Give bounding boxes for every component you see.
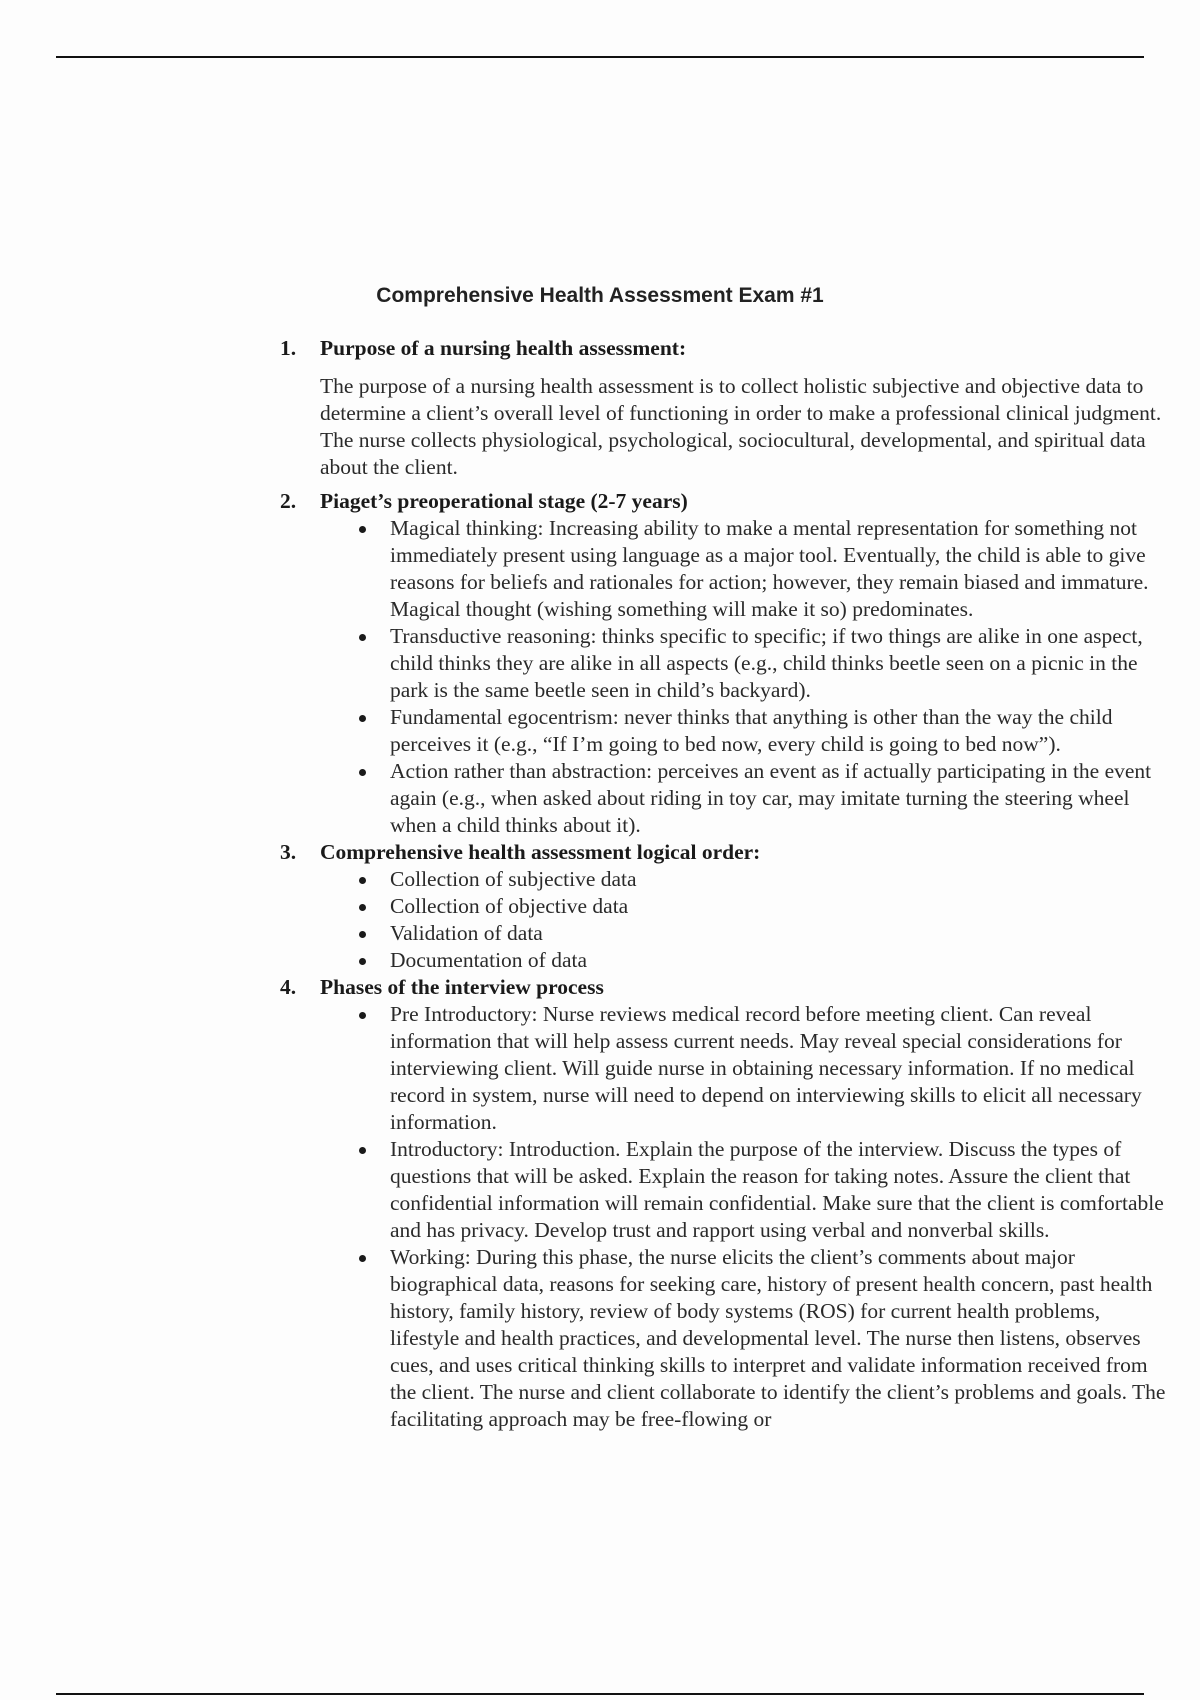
section-number: 4. bbox=[280, 975, 297, 999]
list-item bbox=[390, 704, 1172, 758]
list-item-text: Validation of data bbox=[390, 921, 543, 945]
document-body bbox=[280, 335, 1172, 1433]
list-item bbox=[390, 947, 1172, 974]
bullet-icon bbox=[359, 769, 366, 776]
section-heading-text: Comprehensive health assessment logical order: bbox=[320, 840, 761, 864]
list-item bbox=[390, 893, 1172, 920]
page-title: Comprehensive Health Assessment Exam #1 bbox=[376, 284, 824, 307]
list-item-text: Introductory: Introduction. Explain the purpose of the interview. Discuss the types of questions that will be asked. Explain the reason for taking notes. Assure the client that confidential information will remain confidential. Make sure that the client is comfortable and has privacy. Develop trust and rapport using verbal and nonverbal skills. bbox=[390, 1137, 1164, 1242]
section-heading-text: Purpose of a nursing health assessment: bbox=[320, 336, 687, 360]
bullet-list bbox=[280, 515, 1172, 839]
bullet-icon bbox=[359, 1147, 366, 1154]
list-item-text: Working: During this phase, the nurse elicits the client’s comments about major biographical data, reasons for seeking care, history of present health concern, past health history, family history, review of body systems (ROS) for current health problems, lifestyle and health practices, and developmental level. The nurse then listens, observes cues, and uses critical thinking skills to interpret and validate information received from the client. The nurse and client collaborate to identify the client’s problems and goals. The facilitating approach may be free-flowing or bbox=[390, 1245, 1166, 1431]
list-item bbox=[390, 515, 1172, 623]
section-number: 3. bbox=[280, 840, 297, 864]
list-item bbox=[390, 866, 1172, 893]
bullet-list bbox=[280, 866, 1172, 974]
section-heading bbox=[280, 974, 1172, 1001]
bullet-icon bbox=[359, 715, 366, 722]
section-1 bbox=[280, 335, 1172, 481]
list-item-text: Collection of objective data bbox=[390, 894, 629, 918]
list-item-text: Transductive reasoning: thinks specific to specific; if two things are alike in one aspect, child thinks they are alike in all aspects (e.g., child thinks beetle seen on a picnic in the park is the same beetle seen in child’s backyard). bbox=[390, 624, 1143, 702]
bullet-icon bbox=[359, 904, 366, 911]
list-item bbox=[390, 1244, 1172, 1433]
list-item bbox=[390, 1001, 1172, 1136]
section-number: 1. bbox=[280, 336, 297, 360]
list-item bbox=[390, 920, 1172, 947]
bullet-list bbox=[280, 1001, 1172, 1433]
bullet-icon bbox=[359, 526, 366, 533]
bullet-icon bbox=[359, 1012, 366, 1019]
list-item bbox=[390, 623, 1172, 704]
list-item-text: Collection of subjective data bbox=[390, 867, 637, 891]
bullet-icon bbox=[359, 634, 366, 641]
list-item-text: Pre Introductory: Nurse reviews medical record before meeting client. Can reveal information that will help assess current needs. May reveal special considerations for interviewing client. Will guide nurse in obtaining necessary information. If no medical record in system, nurse will need to depend on interviewing skills to elicit all necessary information. bbox=[390, 1002, 1142, 1134]
section-2 bbox=[280, 488, 1172, 839]
section-heading bbox=[280, 488, 1172, 515]
bullet-icon bbox=[359, 877, 366, 884]
list-item bbox=[390, 758, 1172, 839]
section-number: 2. bbox=[280, 489, 297, 513]
list-item-text: Documentation of data bbox=[390, 948, 588, 972]
bullet-icon bbox=[359, 958, 366, 965]
section-heading bbox=[280, 335, 1172, 362]
bullet-icon bbox=[359, 931, 366, 938]
section-heading bbox=[280, 839, 1172, 866]
bottom-rule bbox=[56, 1693, 1144, 1695]
section-heading-text: Piaget’s preoperational stage (2-7 years) bbox=[320, 489, 688, 513]
list-item-text: Fundamental egocentrism: never thinks that anything is other than the way the child perceives it (e.g., “If I’m going to bed now, every child is going to bed now”). bbox=[390, 705, 1113, 756]
section-3 bbox=[280, 839, 1172, 974]
list-item-text: Action rather than abstraction: perceives an event as if actually participating in the event again (e.g., when asked about riding in toy car, may imitate turning the steering wheel when a child thinks about it). bbox=[390, 759, 1152, 837]
bullet-icon bbox=[359, 1255, 366, 1262]
list-item-text: Magical thinking: Increasing ability to make a mental representation for something not immediately present using language as a major tool. Eventually, the child is able to give reasons for beliefs and rationales for action; however, they remain biased and immature. Magical thought (wishing something will make it so) predominates. bbox=[390, 516, 1149, 621]
section-heading-text: Phases of the interview process bbox=[320, 975, 604, 999]
list-item bbox=[390, 1136, 1172, 1244]
top-rule bbox=[56, 56, 1144, 58]
section-4 bbox=[280, 974, 1172, 1433]
section-paragraph: The purpose of a nursing health assessment is to collect holistic subjective and objective data to determine a client’s overall level of functioning in order to make a professional clinical judgment. The nurse collects physiological, psychological, sociocultural, developmental, and spiritual data about the client. bbox=[320, 374, 1162, 479]
